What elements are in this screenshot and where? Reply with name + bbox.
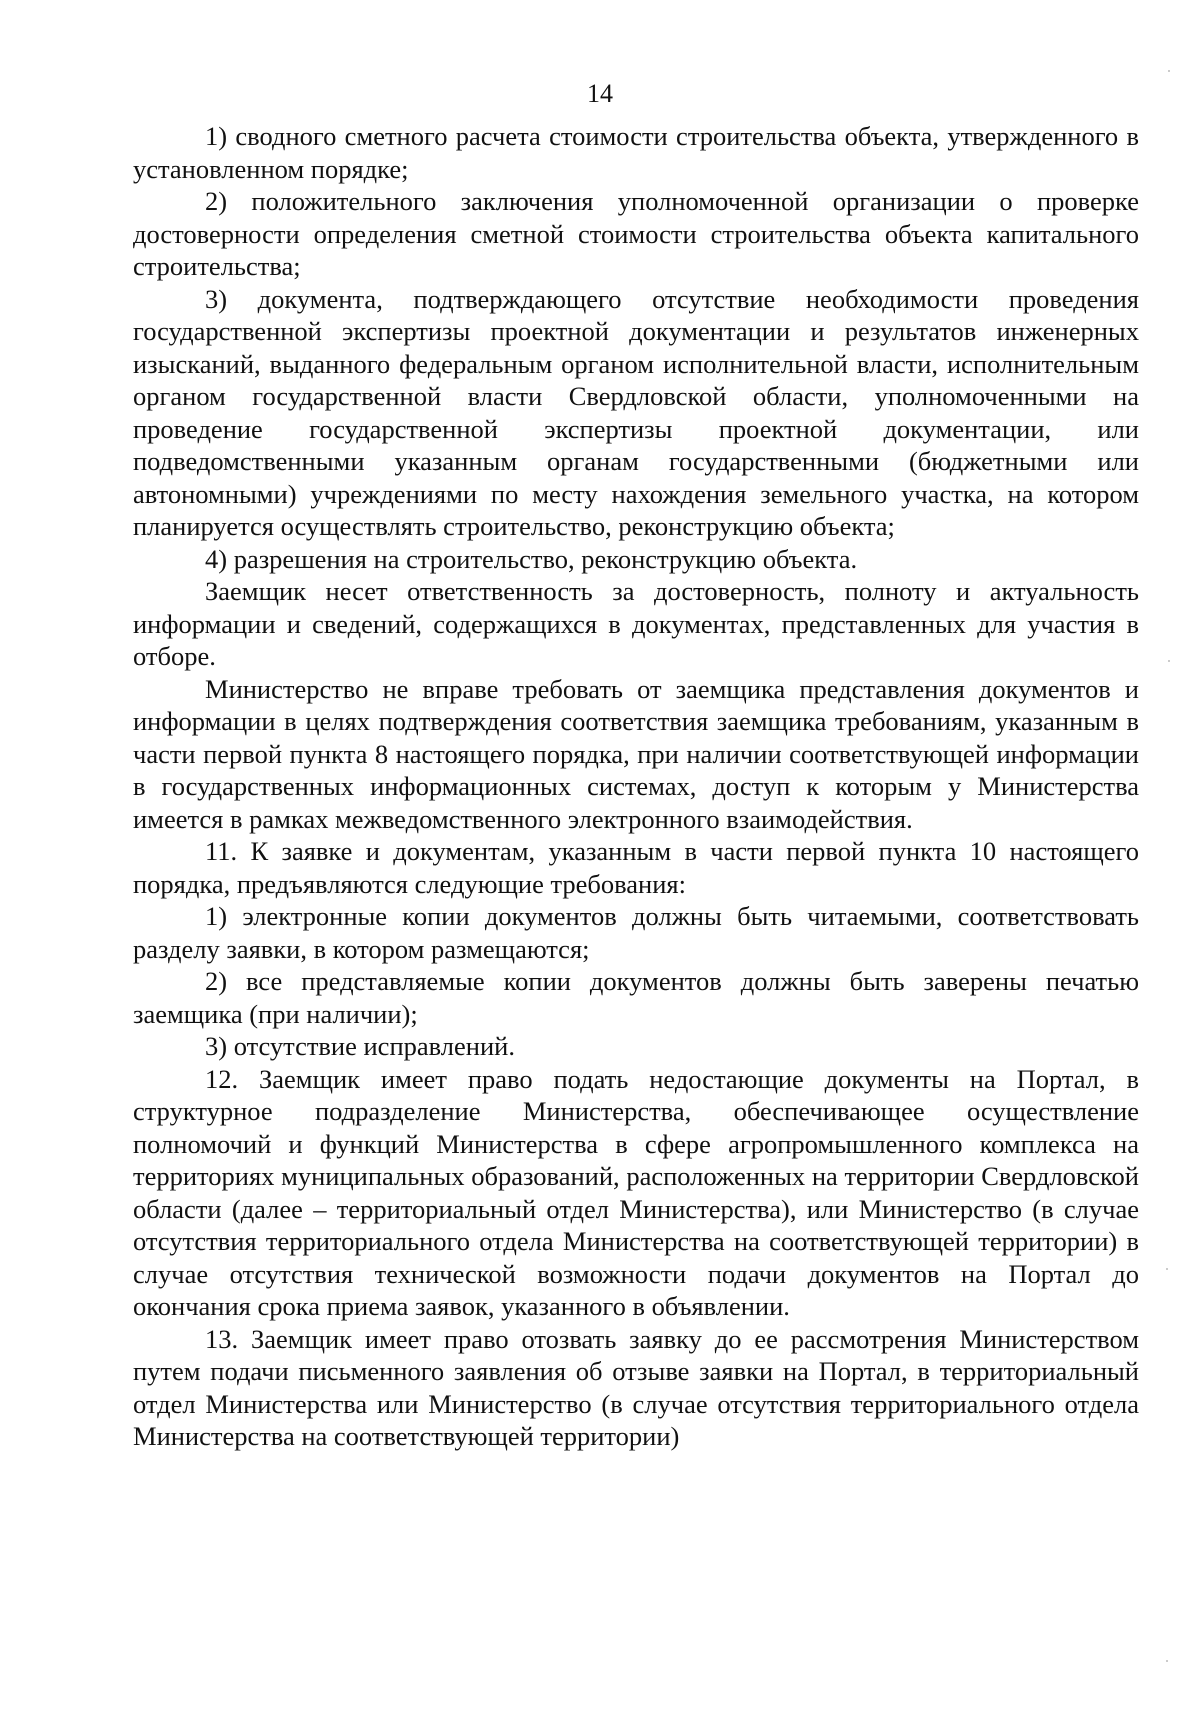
paragraph-clause-13: 13. Заемщик имеет право отозвать заявку до ее рассмотрения Министерством путем подачи письменного заявления об отзыве заявки на Портал, в территориальный отдел Министерства или Министерство (в случае отсутствия территориального отдела Министерства на соответствующей территории) — [133, 1323, 1139, 1451]
paragraph-item-4-permit: 4) разрешения на строительство, реконструкцию объекта. — [205, 543, 858, 574]
paragraph-requirement-2: 2) все представляемые копии документов должны быть заверены печатью заемщика (при наличии); — [133, 966, 1139, 1029]
scan-speck — [1166, 1268, 1168, 1270]
scan-speck — [1166, 1660, 1168, 1662]
paragraph-item-1-estimate: 1) сводного сметного расчета стоимости строительства объекта, утвержденного в установленном порядке; — [133, 121, 1139, 184]
paragraph-item-3-document: 3) документа, подтверждающего отсутствие необходимости проведения государственной экспертизы проектной документации и результатов инженерных изысканий, выданного федеральным органом исполнительной власти, исполнительным органом государственной власти Свердловской области, уполномоченными на проведение государственной экспертизы проектной документации, или подведомственными указанным органам государственными (бюджетными или автономными) учреждениями по месту нахождения земельного участка, на котором планируется осуществлять строительство, реконструкцию объекта; — [133, 283, 1139, 541]
paragraph-item-2-conclusion: 2) положительного заключения уполномоченной организации о проверке достоверности определения сметной стоимости строительства объекта капитального строительства; — [133, 186, 1139, 281]
paragraph-requirement-1: 1) электронные копии документов должны быть читаемыми, соответствовать разделу заявки, в котором размещаются; — [133, 901, 1139, 964]
scan-speck — [1168, 660, 1170, 662]
document-body — [133, 120, 1139, 1453]
page-number: 14 — [587, 79, 613, 108]
paragraph-clause-11: 11. К заявке и документам, указанным в части первой пункта 10 настоящего порядка, предъявляются следующие требования: — [133, 836, 1139, 899]
paragraph-borrower-responsibility: Заемщик несет ответственность за достоверность, полноту и актуальность информации и сведений, содержащихся в документах, представленных для участия в отборе. — [133, 576, 1139, 671]
paragraph-requirement-3: 3) отсутствие исправлений. — [205, 1031, 515, 1061]
paragraph-ministry-restriction: Министерство не вправе требовать от заемщика представления документов и информации в целях подтверждения соответствия заемщика требованиям, указанным в части первой пункта 8 настоящего порядка, при наличии соответствующей информации в государственных информационных системах, доступ к которым у Министерства имеется в рамках межведомственного электронного взаимодействия. — [133, 673, 1139, 834]
scan-speck — [1168, 70, 1170, 72]
paragraph-clause-12: 12. Заемщик имеет право подать недостающие документы на Портал, в структурное подразделение Министерства, обеспечивающее осуществление полномочий и функций Министерства в сфере агропромышленного комплекса на территориях муниципальных образований, расположенных на территории Свердловской области (далее – территориальный отдел Министерства), или Министерство (в случае отсутствия территориального отдела Министерства на соответствующей территории) в случае отсутствия технической возможности подачи документов на Портал до окончания срока приема заявок, указанного в объявлении. — [133, 1063, 1139, 1321]
